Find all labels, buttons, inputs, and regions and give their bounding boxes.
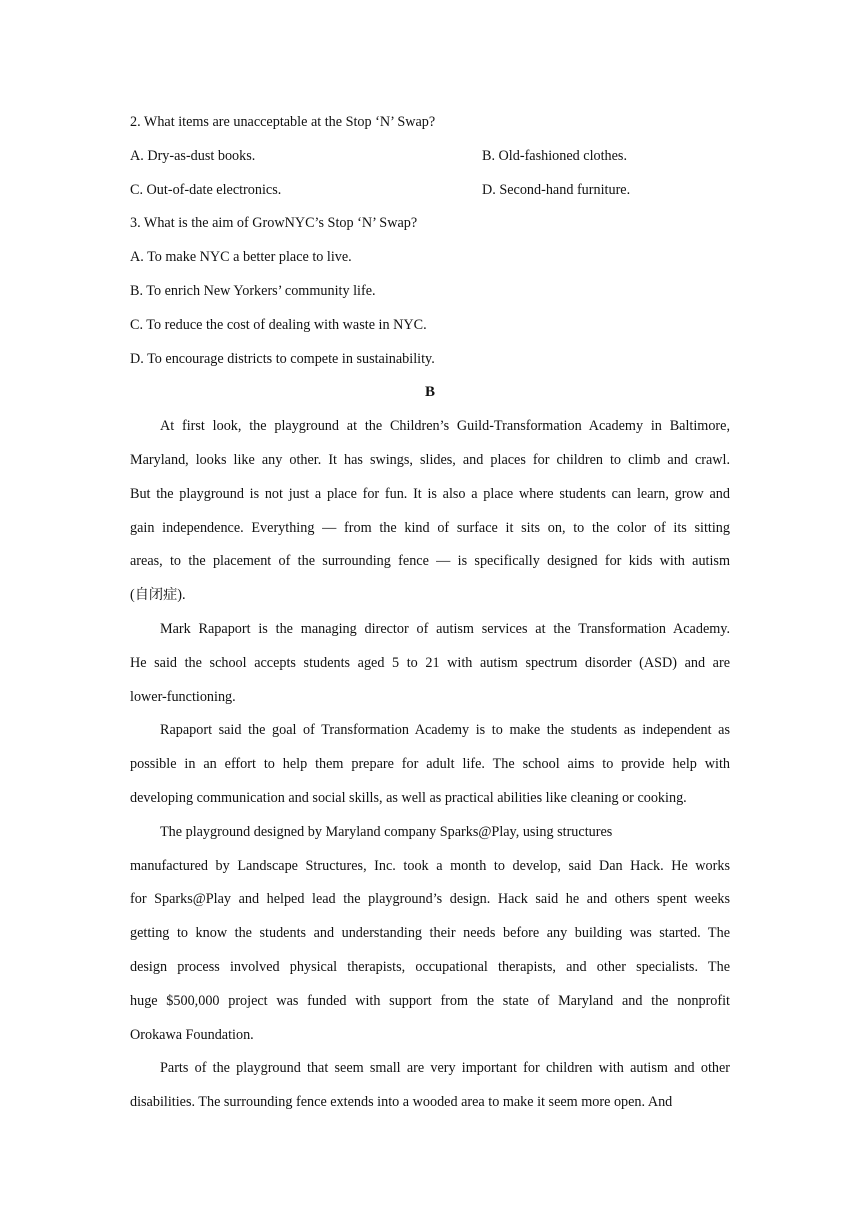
paragraph-line: huge $500,000 project was funded with support from the state of Maryland and the nonprofit <box>130 992 730 1009</box>
paragraph-line: He said the school accepts students aged 5 to 21 with autism spectrum disorder (ASD) and are <box>130 654 730 671</box>
paragraph-line: developing communication and social skills, as well as practical abilities like cleaning or cooking. <box>130 789 687 806</box>
paragraph-line: getting to know the students and understanding their needs before any building was started. The <box>130 925 730 942</box>
paragraph-4 <box>130 821 730 1058</box>
question-2-option-a: A. Dry-as-dust books. <box>130 147 256 164</box>
paragraph-line: Parts of the playground that seem small are very important for children with autism and other <box>160 1060 730 1077</box>
paragraph-line: Mark Rapaport is the managing director of autism services at the Transformation Academy. <box>160 620 730 637</box>
question-2-stem: 2. What items are unacceptable at the Stop ‘N’ Swap? <box>130 114 436 130</box>
paragraph-line: Orokawa Foundation. <box>130 1026 254 1043</box>
paragraph-5 <box>130 1057 730 1125</box>
question-3-option-b: B. To enrich New Yorkers’ community life. <box>130 282 376 299</box>
paragraph-line: The playground designed by Maryland company Sparks@Play, using structures <box>160 823 613 840</box>
paragraph-3 <box>130 719 730 820</box>
question-3-option-a: A. To make NYC a better place to live. <box>130 249 352 266</box>
question-2-options-row-1 <box>130 145 730 179</box>
paragraph-line: (自闭症). <box>130 587 186 604</box>
paragraph-line: Maryland, looks like any other. It has swings, slides, and places for children to climb and crawl. <box>130 451 730 468</box>
paragraph-line: gain independence. Everything — from the kind of surface it sits on, to the color of its sitting <box>130 519 730 536</box>
question-3-option-d: D. To encourage districts to compete in sustainability. <box>130 350 435 367</box>
paragraph-line: areas, to the placement of the surrounding fence — is specifically designed for kids with autism <box>130 553 730 570</box>
paragraph-line: At first look, the playground at the Children’s Guild-Transformation Academy in Baltimore, <box>160 418 730 435</box>
section-title: B <box>424 384 435 401</box>
question-2-option-b: B. Old-fashioned clothes. <box>482 147 627 164</box>
document-page <box>130 111 730 1125</box>
paragraph-1 <box>130 415 730 618</box>
paragraph-line: Rapaport said the goal of Transformation Academy is to make the students as independent as <box>160 722 730 739</box>
paragraph-line: manufactured by Landscape Structures, Inc. took a month to develop, said Dan Hack. He works <box>130 857 730 874</box>
question-2-options-row-2 <box>130 179 730 213</box>
question-3-stem: 3. What is the aim of GrowNYC’s Stop ‘N’ Swap? <box>130 215 418 232</box>
paragraph-line: But the playground is not just a place for fun. It is also a place where students can learn, grow and <box>130 485 730 502</box>
paragraph-line: for Sparks@Play and helped lead the playground’s design. Hack said he and others spent weeks <box>130 891 730 908</box>
paragraph-line: design process involved physical therapists, occupational therapists, and other specialists. The <box>130 958 730 975</box>
paragraph-line: lower-functioning. <box>130 688 236 705</box>
paragraph-line: possible in an effort to help them prepare for adult life. The school aims to provide help with <box>130 756 730 773</box>
question-3-option-c: C. To reduce the cost of dealing with waste in NYC. <box>130 316 427 333</box>
question-2-option-d: D. Second-hand furniture. <box>482 181 631 198</box>
paragraph-2 <box>130 618 730 719</box>
paragraph-line: disabilities. The surrounding fence extends into a wooded area to make it seem more open. And <box>130 1094 673 1111</box>
question-2-option-c: C. Out-of-date electronics. <box>130 181 282 198</box>
